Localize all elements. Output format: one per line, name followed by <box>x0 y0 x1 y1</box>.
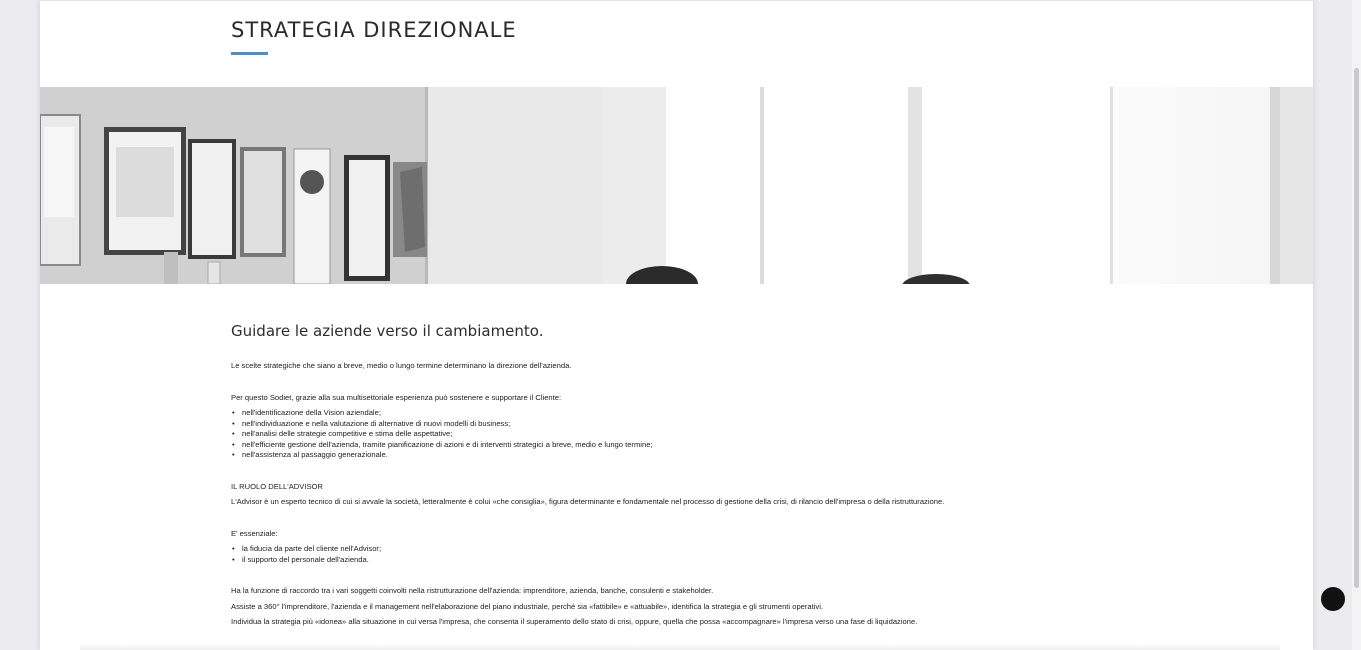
chat-bubble-icon[interactable] <box>1321 587 1345 611</box>
list-item: • nell'assistenza al passaggio generazionale. <box>242 450 1131 461</box>
advisor-heading: IL RUOLO DELL'ADVISOR <box>231 481 323 491</box>
role-paragraph-1: Ha la funzione di raccordo tra i vari soggetti coinvolti nella ristrutturazione dell'azienda: imprenditore, azienda, banche, consulenti e stakeholder. <box>231 586 714 595</box>
role-paragraph-2: Assiste a 360° l'imprenditore, l'azienda e il management nell'elaborazione del piano industriale, perché sia «fattibile» e «attuabile», identifica la strategia e gli strumenti operativi. <box>231 601 824 611</box>
hero-image <box>40 87 1313 284</box>
main-content <box>231 322 1131 628</box>
list-item: • la fiducia da parte del cliente nell'Advisor; <box>242 544 1131 555</box>
footer-edge <box>80 643 1280 650</box>
list-item: • nell'identificazione della Vision aziendale; <box>242 408 1131 419</box>
list-item: • nell'individuazione e nella valutazione di alternative di nuovi modelli di business; <box>242 419 1131 430</box>
essential-list <box>231 544 1131 565</box>
title-block <box>231 18 517 55</box>
title-underline <box>231 52 268 55</box>
scrollbar-thumb[interactable] <box>1354 68 1359 588</box>
support-lead: Per questo Sodiet, grazie alla sua multisettoriale esperienza può sostenere e supportare il Cliente: <box>231 392 562 402</box>
role-paragraph-3: Individua la strategia più «idonea» alla situazione in cui versa l'impresa, che consenta il superamento dello stato di crisi, oppure, quella che possa «accompagnare» l'impresa verso una fase di liquidazione. <box>231 617 918 626</box>
intro-paragraph: Le scelte strategiche che siano a breve, medio o lungo termine determinano la direzione dell'azienda. <box>231 361 572 370</box>
essential-lead: E' essenziale: <box>231 528 278 538</box>
list-item: • il supporto del personale dell'azienda. <box>242 555 1131 566</box>
office-photo-icon <box>40 87 1313 284</box>
section-subheading: Guidare le aziende verso il cambiamento. <box>231 322 544 340</box>
advisor-paragraph: L'Advisor è un esperto tecnico di cui si avvale la società, letteralmente è colui «che consiglia», figura determinante e fondamentale nel processo di gestione della crisi, di rilancio dell'impresa o della ristrutturazione. <box>231 497 945 506</box>
page-title: STRATEGIA DIREZIONALE <box>231 18 517 42</box>
list-item: • nell'analisi delle strategie competitive e stima delle aspettative; <box>242 429 1131 440</box>
top-divider <box>40 0 1313 1</box>
support-list <box>231 408 1131 461</box>
list-item: • nell'efficiente gestione dell'azienda, tramite pianificazione di azioni e di interventi strategici a breve, medio e lungo termine; <box>242 440 1131 451</box>
page-container <box>40 0 1313 650</box>
